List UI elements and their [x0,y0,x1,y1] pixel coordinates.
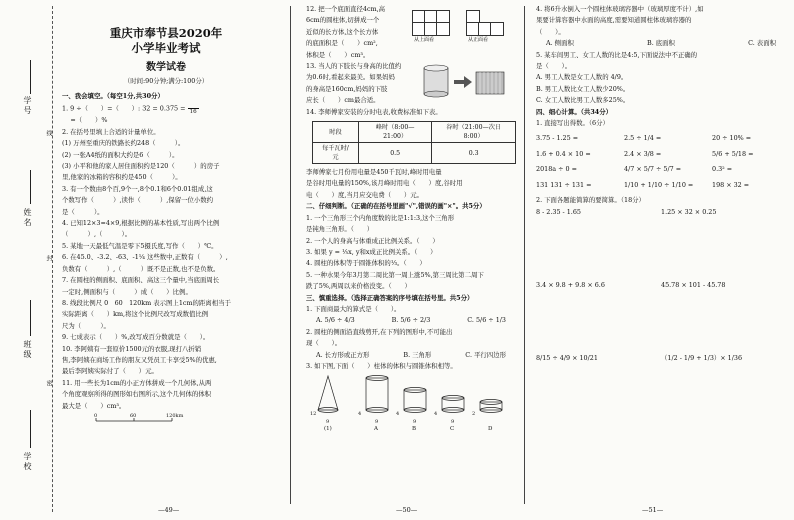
question-line: 4. 将6升水倒入一个圆柱体玻璃容器中（玻璃厚度不计）,如 [536,5,704,13]
choose2-options [306,350,516,361]
scale-mark-0: 0 [94,412,98,419]
dim-label: 4 [396,410,400,417]
seal-mark-seal: 封 [45,255,52,263]
question-line: (1) 万州至重庆的铁路长约248（ ）。 [62,139,185,148]
cylinder-cut-figure [420,64,510,104]
table-cell: 0.5 [358,143,431,164]
column-divider-2 [524,6,525,504]
question-line: 实际距离（ ）km,将这个比例尺改写成数值比例 [62,310,209,319]
question-line: 5. 某车间男工、女工人数的比是4:5,下面说法中不正确的 [536,50,698,59]
direct-item: 2.5 ÷ 1/4 = [624,134,662,143]
exam-title-line2: 小学毕业考试 [131,41,201,55]
question-line: 是谷时用电量的150%,该月峰时用电（ ）度,谷时用 [306,179,463,188]
exam-subtitle: （时间:90分钟;满分:100分） [123,77,209,85]
q1-fraction [188,102,199,115]
simplify-item: 8/15 ÷ 4/9 × 10/21 [536,354,598,363]
direct-item: 20 ÷ 10% = [712,134,752,143]
cut-line [52,6,53,512]
direct-item: 3.75 - 1.25 = [536,134,579,143]
table-cell: 每千瓦时/元 [313,143,359,164]
figure-label: C [450,425,455,432]
table-row [313,122,516,143]
judge-line: 是钝角三角形。（ ） [306,225,374,234]
question-line: 的底面积是（ ）cm², [306,39,378,48]
direct-row [536,149,786,160]
question-line: 个角度观察所得的图形如右图所示,这个几何体的体积 [62,390,212,399]
calc2-intro: 2. 下面各题能简算的要简算。（18分） [536,196,645,205]
question-line: 负数有（ ）,（ ）既不是正数,也不是负数。 [62,264,220,273]
question-line: （ ）。 [536,27,565,36]
page-number-51: —51— [642,506,664,514]
judge-line: 5. 一种水果今年3月第二周比第一周上涨5%,第三周比第二周下 [306,270,484,279]
figure-labels [306,410,516,432]
scale-mark-60: 60 [130,412,137,419]
school-line [30,410,31,448]
direct-item: 1.6 + 0.4 × 10 = [536,149,591,158]
question-line: 6cm的圆柱体,切拼成一个 [306,16,380,25]
table-header: 谷时（21:00—次日8:00） [432,122,516,143]
question-line: 体积是（ ）cm³。 [306,50,370,59]
choose1-options [306,315,516,326]
simplify-item: 3.4 × 9.8 + 9.8 × 6.6 [536,280,605,289]
question-line: =（ ）% [62,116,108,125]
table-header: 时段 [313,122,359,143]
question-line: 是（ ）。 [62,207,104,216]
page-number-50: —50— [396,506,418,514]
question-line: 10. 李阿姨有一套原价1500元的衣服,现打八折销 [62,344,202,353]
column-3 [536,4,786,365]
name-label: 姓名 [23,208,32,228]
choose-line: 3. 如下图,下面（ ）柱体的体积与圆锥体积相等。 [306,361,457,370]
question-line: 是（ ）。 [536,62,572,71]
judge-line: 跌了5%,两周以来价格没变。（ ） [306,282,411,291]
q1-line [62,102,270,115]
question-line: 果要计算容器中水面的高度,需要知道圆柱体玻璃容器的 [536,16,692,25]
option-a: A. 长方形或正方形 [316,350,370,359]
question-line: 12. 把一个底面直径4cm,高 [306,5,386,13]
question-line: 9. 七成表示（ ）%,改写成百分数就是（ ）。 [62,333,210,342]
section-2-heading: 二、仔细判断。（正确的在括号里画"√",错误的画"×"。共5分） [306,202,486,211]
choose4-options [536,38,786,49]
cube-views-figure [410,6,510,46]
question-line: 4. 已知12×3=4×9,根据比例的基本性质,写出两个比例 [62,219,220,228]
dim-label: 9 [451,418,455,425]
school-label: 学校 [23,452,32,472]
simplify-row [536,280,786,291]
direct-row [536,133,786,144]
dim-label: 4 [434,410,438,417]
dim-label: 4 [358,410,362,417]
question-line: 电（ ）度,当月应交电费（ ）元。 [306,190,424,199]
question-line: 14. 李师傅家安装的分时电表,收费标准如下表。 [306,107,442,116]
student-number-label: 学号 [23,96,32,116]
question-line: 最大是（ ）cm³。 [62,401,126,410]
class-label: 班级 [23,340,32,360]
question-line: 的身高是160cm,妈妈的下肢 [306,84,388,93]
dim-label: 9 [413,418,417,425]
option-b: B. 5/6 ÷ 2/3 [391,316,431,325]
name-line [30,170,31,204]
class-line [30,300,31,336]
scale-bar [62,414,270,424]
question-line: 13. 当人的下肢长与身高的比值约 [306,62,402,71]
simplify-item: 1.25 × 32 × 0.25 [661,207,717,216]
table-cell: 0.3 [432,143,516,164]
judge-line: 3. 如果 y = ⅕x, y和x成正比例关系。（ ） [306,247,437,256]
question-line: 尺为（ ）。 [62,321,110,330]
question-line: 售,李阿姨在商场工作的朋友又凭员工卡享受5%的优惠, [62,355,217,364]
choose-line: 现（ ）。 [306,339,342,348]
table-header: 峰时（8:00—21:00） [358,122,431,143]
judge-line: 4. 圆柱的体积等于圆锥体积的⅓。（ ） [306,259,426,268]
section-1-heading: 一、我会填空。（每空1分,共30分） [62,92,164,100]
cube [436,22,450,36]
option-a: A. 侧面积 [546,39,574,48]
direct-item: 0.3² = [712,165,733,174]
choose-line: 2. 圆柱的侧面沿直线剪开,在下列的图形中,不可能出 [306,327,453,336]
question-line: 李师傅家七月份用电量是450千瓦时,峰时用电量 [306,168,442,177]
scale-mark-120: 120km [166,412,184,419]
question-line: (3) 小平和他的家人居住面积约是120（ ）的房子 [62,162,220,171]
direct-item: 4/7 × 5/7 ÷ 5/7 = [624,165,682,174]
question-line: 个数写作（ ）,读作（ ）,保留一位小数约 [62,196,214,205]
figure-label: D [488,425,493,432]
option-a: A. 5/6 ÷ 4/3 [316,316,355,325]
direct-item: 5/6 + 5/18 = [712,149,754,158]
q1-text: 1. 9 ÷（ ）=（ ）: 32 = 0.375 = [62,104,186,113]
view-label-top: 从上面看 [414,37,435,43]
q1-frac-den: 16 [189,109,197,116]
direct-item: 131 131 ÷ 131 = [536,180,592,189]
option-b: B. 三角形 [403,350,432,359]
cone-cylinder-figure [306,372,516,422]
question-line: A. 男工人数是女工人数的 4/9。 [536,73,628,82]
simplify-item: 8 - 2.35 - 1.65 [536,207,581,216]
dim-label: 12 [310,410,317,417]
column-1 [62,4,270,424]
question-line: 8. 线段比例尺 0 60 120km 表示图上1cm的距离相当于 [62,298,231,307]
question-line: 7. 在圆柱的侧面积、底面积、高这三个量中,当底面周长 [62,276,220,285]
binding-strip [0,0,58,520]
question-line: C. 女工人数比男工人数多25%。 [536,96,630,105]
dim-label: 9 [326,418,330,425]
question-line: 最后李阿姨实际付了（ ）元。 [62,367,158,376]
question-line: 近似的长方体,这个长方体 [306,27,379,36]
direct-row [536,180,786,191]
simplify-item: （1/2 - 1/9 + 1/3）× 1/36 [661,354,743,363]
question-line: 里,他家的冰箱的容积约是450（ ）。 [62,173,182,182]
question-line: 11. 用一些长为1cm的小正方体拼成一个几何体,从两 [62,378,212,387]
question-line: B. 男工人数比女工人数少20%。 [536,84,630,93]
figure-label: A [374,425,378,432]
seal-mark-line: 线 [45,130,52,138]
judge-line: 1. 一个三角形三个内角度数的比是1:1:3,这个三角形 [306,213,455,222]
direct-row [536,164,786,175]
direct-item: 1/10 + 1/10 ÷ 1/10 = [624,180,694,189]
student-number-line [30,60,31,94]
option-b: B. 底面积 [647,39,675,48]
choose-line: 1. 下面商最大的算式是（ ）。 [306,304,401,313]
direct-item: 2.4 × 3/8 = [624,149,662,158]
cube [490,22,504,36]
question-line: (2) 一张A4纸的面积大约是6（ ）。 [62,150,179,159]
exam-title-line3: 数学试卷 [146,62,186,73]
option-c: C. 表面积 [748,39,776,48]
q1-frac-num [188,102,199,109]
question-line: （ ）,（ ）。 [62,230,132,239]
judge-line: 2. 一个人的身高与体重成正比例关系。（ ） [306,236,439,245]
exam-title-line1: 重庆市奉节县2020年 [109,26,223,40]
question-line: 6. 在45.0、-3.2、-63、-1¼ 这些数中,正数有（ ）, [62,253,228,262]
question-line: 应长（ ）cm最合适。 [306,96,380,105]
dim-label: 2 [472,410,476,417]
figure-label: B [412,425,417,432]
simplify-row [536,353,786,364]
simplify-item: 45.78 × 101 - 45.78 [661,280,726,289]
question-line: 一定时,侧面积与（ ）成（ ）比例。 [62,287,192,296]
section-4-heading: 四、细心计算。（共34分） [536,107,612,116]
question-line: 5. 某地一天最低气温是零下5摄氏度,写作（ ）℃。 [62,241,218,250]
calc-intro: 1. 直接写出得数。（6分） [536,119,609,128]
question-line: 2. 在括号里填上合适的计量单位。 [62,127,160,136]
question-line: 为0.6时,看起来最美。如果妈妈 [306,73,395,82]
option-c: C. 平行四边形 [465,350,506,359]
figure-label: (1) [324,425,332,432]
section-3-heading: 三、慎重选择。（选择正确答案的序号填在括号里。共5分） [306,293,474,302]
simplify-row [536,207,786,218]
electricity-rate-table [312,121,516,164]
seal-mark-secret: 密 [45,380,52,388]
column-divider-1 [290,6,291,504]
direct-item: 2018a ÷ 0 = [536,165,577,174]
direct-item: 198 × 32 = [712,180,750,189]
view-label-front: 从正面看 [468,37,489,43]
option-c: C. 5/6 ÷ 1/3 [467,316,506,325]
page-number-49: —49— [158,506,180,514]
table-row [313,143,516,164]
dim-label: 9 [375,418,379,425]
question-line: 3. 有一个数由8个百,9个一,8个0.1和6个0.01组成,这 [62,184,213,193]
